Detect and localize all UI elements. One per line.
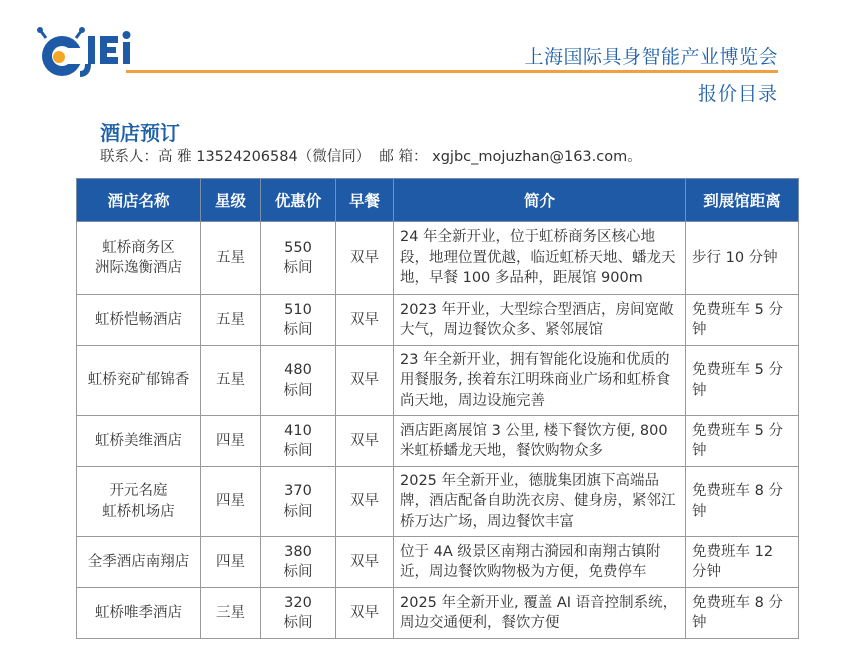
breakfast: 双早 [336,467,394,537]
price-cell [261,588,336,639]
distance: 免费班车 8 分钟 [686,467,799,537]
price-cell [261,537,336,588]
section-title: 酒店预订 [100,121,180,145]
hotel-intro: 2023 年开业，大型综合型酒店，房间宽敞大气，周边餐饮众多、紧邻展馆 [394,295,686,346]
price-cell [261,467,336,537]
breakfast: 双早 [336,222,394,295]
table-row [77,346,799,416]
hotel-name: 虹桥唯季酒店 [77,588,201,639]
room-type: 标间 [283,564,313,580]
price: 510 [284,301,312,318]
hotel-name: 虹桥商务区 洲际逸衡酒店 [77,222,201,295]
price: 410 [284,422,312,439]
catalog-subtitle: 报价目录 [697,83,778,105]
contact-email: xgjbc_mojuzhan@163.com。 [432,149,642,165]
price-cell [261,416,336,467]
star-rating: 三星 [201,588,261,639]
distance: 步行 10 分钟 [686,222,799,295]
header-breakfast: 早餐 [336,179,394,222]
price: 480 [284,362,312,378]
distance: 免费班车 5 分钟 [686,346,799,416]
distance: 免费班车 8 分钟 [686,588,799,639]
star-rating: 四星 [201,537,261,588]
price-cell [261,222,336,295]
hotel-name: 虹桥美维酒店 [77,416,201,467]
room-type: 标间 [283,615,313,631]
room-type: 标间 [283,382,313,399]
breakfast: 双早 [336,295,394,346]
price-cell [261,295,336,346]
table-row [77,416,799,467]
header-hotel-name: 酒店名称 [77,179,201,222]
star-rating: 四星 [201,467,261,537]
distance: 免费班车 5 分钟 [686,416,799,467]
star-rating: 四星 [201,416,261,467]
header-price: 优惠价 [261,179,336,222]
table-row [77,222,799,295]
contact-phone: 13524206584 [196,149,298,165]
header-intro: 简介 [394,179,686,222]
contact-name: 高 雅 [158,149,192,165]
hotel-name: 全季酒店南翔店 [77,537,201,588]
hotel-intro: 2025 年全新开业, 覆盖 AI 语音控制系统，周边交通便利，餐饮方便 [394,588,686,639]
hotel-name: 开元名庭 虹桥机场店 [77,467,201,537]
star-rating: 五星 [201,346,261,416]
room-type: 标间 [283,260,313,276]
star-rating: 五星 [201,295,261,346]
room-type: 标间 [283,443,313,459]
table-row [77,295,799,346]
star-rating: 五星 [201,222,261,295]
header-star: 星级 [201,179,261,222]
expo-name: 上海国际具身智能产业博览会 [524,46,778,68]
price-cell [261,346,336,416]
price: 370 [284,483,312,499]
distance: 免费班车 12 分钟 [686,537,799,588]
contact-line [100,145,642,166]
hotel-intro: 位于 4A 级景区南翔古漪园和南翔古镇附近，周边餐饮购物极为方便，免费停车 [394,537,686,588]
header-distance: 到展馆距离 [686,179,799,222]
hotel-name: 虹桥兖矿郁锦香 [77,346,201,416]
price: 550 [284,239,312,256]
room-type: 标间 [283,322,313,338]
room-type: 标间 [283,503,313,520]
breakfast: 双早 [336,537,394,588]
table-row [77,467,799,537]
email-label: 邮 箱： [379,149,428,165]
price: 320 [284,594,312,611]
header-divider [126,70,778,73]
breakfast: 双早 [336,588,394,639]
breakfast: 双早 [336,346,394,416]
table-row [77,537,799,588]
price: 380 [284,543,312,560]
hotel-intro: 2025 年全新开业，德胧集团旗下高端品牌，酒店配备自助洗衣房、健身房，紧邻江桥万达广场，周边餐饮丰富 [394,467,686,537]
contact-wechat-note: （微信同） [297,149,371,165]
hotel-intro: 24 年全新开业，位于虹桥商务区核心地段，地理位置优越，临近虹桥天地、蟠龙天地，早餐 100 多品种，距展馆 900m [394,222,686,295]
hotel-name: 虹桥恺畅酒店 [77,295,201,346]
hotel-intro: 酒店距离展馆 3 公里, 楼下餐饮方便, 800 米虹桥蟠龙天地，餐饮购物众多 [394,416,686,467]
hotel-table [76,178,799,639]
hotel-intro: 23 年全新开业，拥有智能化设施和优质的用餐服务, 挨着东江明珠商业广场和虹桥食尚天地，周边设施完善 [394,346,686,416]
distance: 免费班车 5 分钟 [686,295,799,346]
table-header-row [77,179,799,222]
contact-label: 联系人： [100,149,158,165]
table-row [77,588,799,639]
breakfast: 双早 [336,416,394,467]
